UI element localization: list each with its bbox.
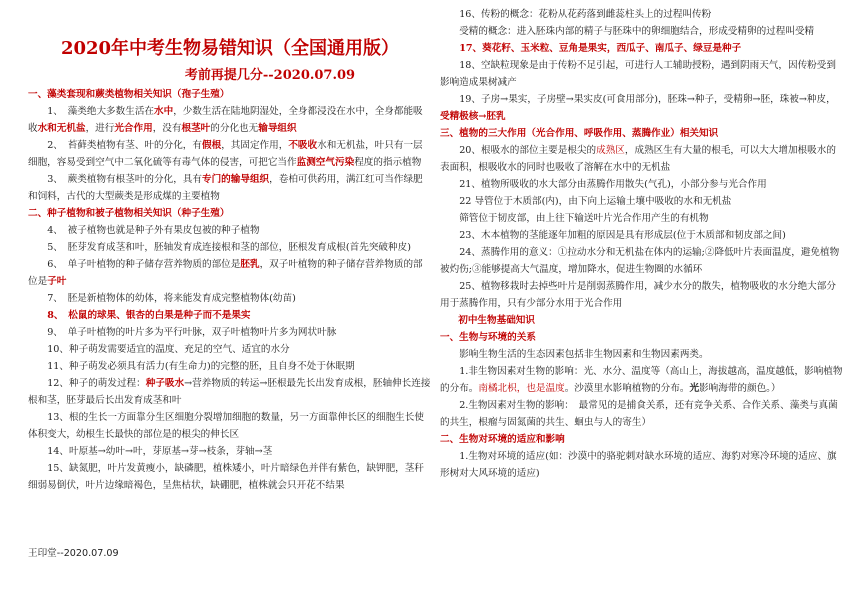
right-column — [440, 6, 844, 482]
env-intro: 影响生物生活的生态因素包括非生物因素和生物因素两类。 — [459, 349, 709, 360]
footer-text: 王印堂--2020.07.09 — [28, 548, 119, 559]
item-22a: 22 导管位于木质部(内)，由下向上运输土壤中吸收的水和无机盐 — [459, 196, 732, 207]
section-heading-5: 二、生物对环境的适应和影响 — [440, 434, 565, 445]
item-4: 4、 被子植物也就是种子外有果皮包被的种子植物 — [47, 225, 260, 236]
item-22b: 筛管位于韧皮部，由上往下输送叶片光合作用产生的有机物 — [459, 213, 709, 224]
env-item-3: 1.生物对环境的适应(如：沙漠中的骆驼刺对缺水环境的适应、海豹对寒冷环境的适应、旗形树对大风环境的适应) — [440, 451, 837, 479]
item-7: 7、 胚是新植物体的幼体，将来能发育成完整植物体(幼苗) — [47, 293, 296, 304]
left-column — [28, 36, 432, 494]
item-23: 23、木本植物的茎能逐年加粗的原因是具有形成层(位于木质部和韧皮部之间) — [459, 230, 786, 241]
item-18: 18、空缺粒现象是由于传粉不足引起，可进行人工辅助授粉，遇到阴雨天气，因传粉受到影响造成果树减产 — [440, 60, 836, 88]
item-14: 14、叶原基→幼叶→叶，芽原基→芽→枝条，芽轴→茎 — [47, 446, 273, 457]
section-heading-3: 三、植物的三大作用（光合作用、呼吸作用、蒸腾作业）相关知识 — [440, 128, 719, 139]
item-15: 15、缺氮肥，叶片发黄瘦小，缺磷肥，植株矮小，叶片暗绿色并伴有紫色，缺钾肥，茎秆细弱易倒伏，叶片边缘暗褐色，呈焦枯状，缺硼肥，植株就会只开花不结果 — [28, 463, 424, 491]
item-3: 3、 蕨类植物有根茎叶的分化，具有专门的输导组织，卷柏可供药用，满江红可当作绿肥和饲料，古代的大型蕨类是形成煤的主要植物 — [28, 174, 423, 202]
section-heading-2: 二、种子植物和被子植物相关知识（种子生殖） — [28, 208, 230, 219]
item-12: 12、种子的萌发过程：种子吸水→营养物质的转运→胚根最先长出发育成根，胚轴伸长连接根和茎，胚芽最后长出发育成茎和叶 — [28, 378, 431, 406]
item-20: 20、根吸水的部位主要是根尖的成熟区，成熟区生有大量的根毛，可以大大增加根吸水的表面积，根吸收水的同时也吸收了溶解在水中的无机盐 — [440, 145, 836, 173]
item-19: 19、子房→果实，子房壁→果实皮(可食用部分)，胚珠→种子，受精卵→胚，珠被→种皮，受精极核→胚乳 — [440, 94, 836, 122]
item-16b: 受精的概念：进入胚珠内部的精子与胚珠中的卵细胞结合，形成受精卵的过程叫受精 — [459, 26, 815, 37]
item-2: 2、 苔藓类植物有茎、叶的分化，有假根，其固定作用，不吸收水和无机盐，叶只有一层细胞，容易受到空气中二氧化硫等有毒气体的侵害，可把它当作监测空气污染程度的指示植物 — [28, 140, 423, 168]
env-item-2: 2.生物因素对生物的影响： 最常见的是捕食关系，还有竞争关系、合作关系、藻类与真菌的共生，根瘤与固氮菌的共生、蛔虫与人的寄生） — [440, 400, 838, 428]
item-9: 9、 单子叶植物的叶片多为平行叶脉，双子叶植物叶片多为网状叶脉 — [47, 327, 337, 338]
item-24: 24、蒸腾作用的意义：①拉动水分和无机盐在体内的运输;②降低叶片表面温度，避免植物被灼伤;③能够提高大气温度，增加降水，促进生物圈的水循环 — [440, 247, 840, 275]
page-subtitle: 考前再提几分--2020.07.09 — [184, 68, 356, 83]
item-21: 21、植物所吸收的水大部分由蒸腾作用散失(气孔)，小部分参与光合作用 — [459, 179, 767, 190]
item-17: 17、葵花籽、玉米粒、豆角是果实，西瓜子、南瓜子、绿豆是种子 — [459, 43, 742, 54]
item-11: 11、种子萌发必须具有活力(有生命力)的完整的胚，且自身不处于休眠期 — [47, 361, 355, 372]
item-10: 10、种子萌发需要适宜的温度、充足的空气、适宜的水分 — [47, 344, 290, 355]
env-item-1: 1.非生物因素对生物的影响：光、水分、温度等（高山上，海拔越高，温度越低，影响植物的分布。南橘北枳，也是温度。沙漠里水影响植物的分布。光影响海带的颜色。） — [440, 366, 843, 394]
page-title: 2020年中考生物易错知识（全国通用版） — [60, 38, 400, 59]
item-6: 6、 单子叶植物的种子储存营养物质的部位是胚乳，双子叶植物的种子储存营养物质的部位是子叶 — [28, 259, 423, 287]
section-heading-4: 一、生物与环境的关系 — [440, 332, 536, 343]
basics-heading: 初中生物基础知识 — [458, 315, 535, 326]
item-25: 25、植物移栽时去掉些叶片是削弱蒸腾作用，减少水分的散失，植物吸收的水分绝大部分用于蒸腾作用，只有少部分水用于光合作用 — [440, 281, 836, 309]
section-heading-1: 一、藻类套现和蕨类植物相关知识（孢子生殖） — [28, 89, 230, 100]
item-16: 16、传粉的概念：花粉从花药落到雌蕊柱头上的过程叫传粉 — [459, 9, 712, 20]
item-13: 13、根的生长一方面靠分生区细胞分裂增加细胞的数量，另一方面靠伸长区的细胞生长使体积变大，幼根生长最快的部位是的根尖的伸长区 — [28, 412, 424, 440]
item-5: 5、 胚芽发育成茎和叶，胚轴发育成连接根和茎的部位，胚根发育成根(首先突破种皮) — [47, 242, 411, 253]
item-1: 1、 藻类绝大多数生活在水中，少数生活在陆地阴湿处，全身都浸没在水中，全身都能吸收水和无机盐，进行光合作用，没有根茎叶的分化也无输导组织 — [28, 106, 423, 134]
item-8: 8、 松鼠的球果、银杏的白果是种子而不是果实 — [47, 310, 251, 321]
